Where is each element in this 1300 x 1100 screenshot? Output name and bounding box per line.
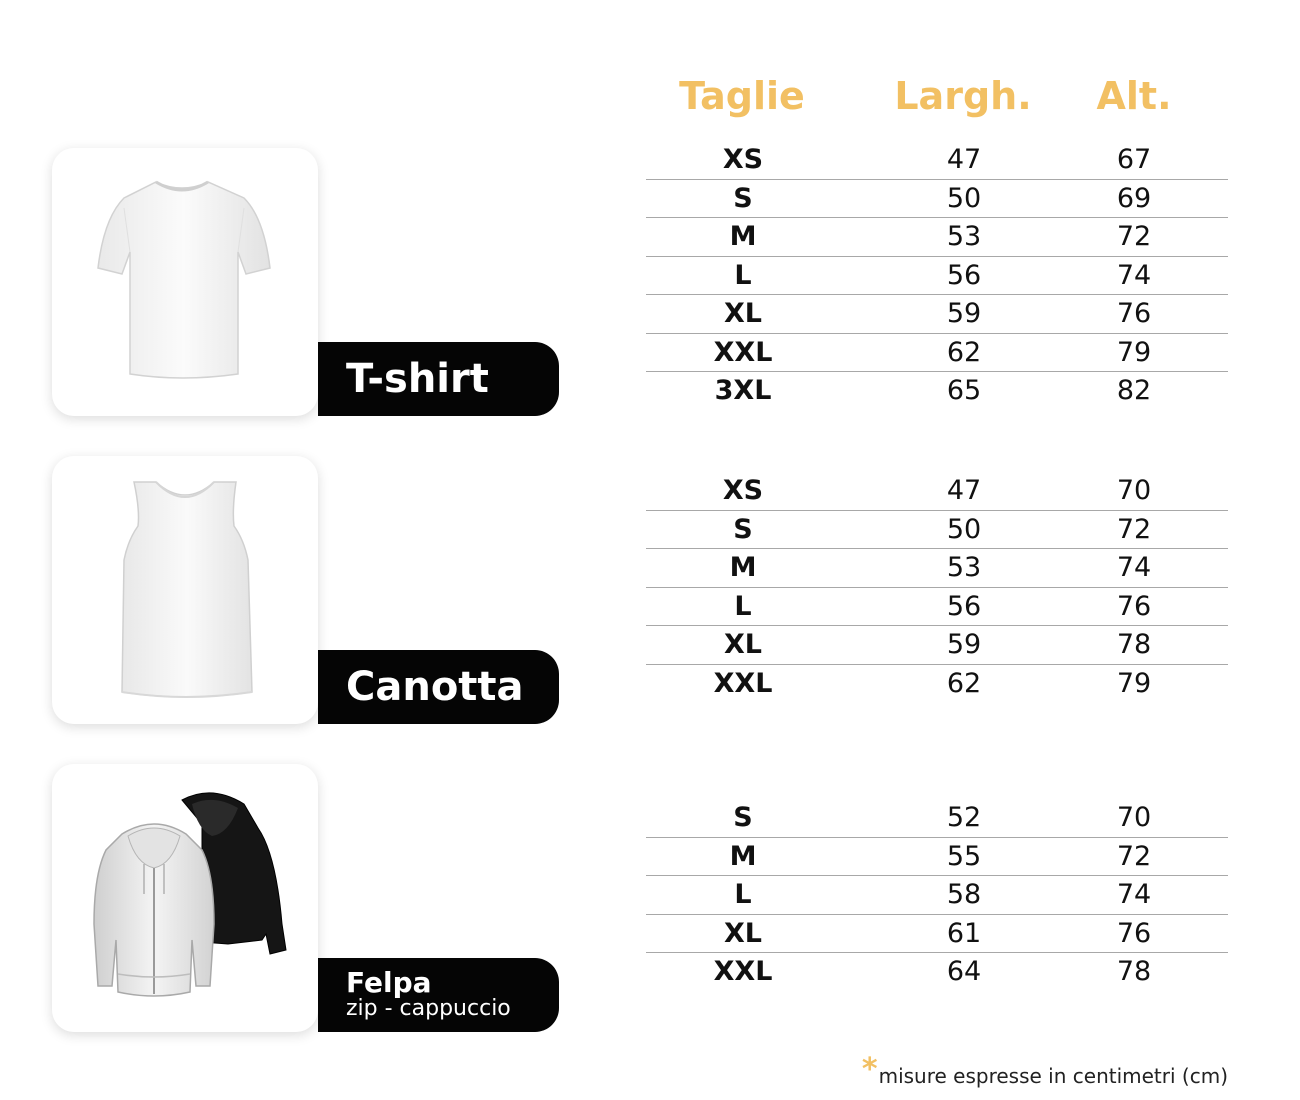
width-cell: 55 — [946, 840, 982, 872]
table-row — [646, 294, 1228, 333]
table-row — [646, 510, 1228, 549]
header-taglie: Taglie — [679, 74, 805, 118]
table-row — [646, 952, 1228, 991]
table-row — [646, 875, 1228, 914]
table-row — [646, 141, 1228, 179]
size-cell: XXL — [713, 667, 773, 699]
table-row — [646, 799, 1228, 837]
table-row — [646, 664, 1228, 703]
footnote — [862, 1052, 1228, 1088]
height-cell: 67 — [1116, 144, 1152, 175]
size-cell: XXL — [713, 336, 773, 368]
width-cell: 53 — [946, 221, 982, 252]
size-cell: S — [733, 513, 753, 545]
size-cell: M — [729, 221, 757, 252]
product-name: T-shirt — [346, 356, 489, 402]
size-cell: XL — [723, 917, 763, 949]
table-row — [646, 179, 1228, 218]
width-cell: 50 — [946, 182, 982, 214]
tank-top-size-table — [646, 472, 1228, 702]
height-cell: 76 — [1116, 590, 1152, 622]
tshirt-size-table — [646, 141, 1228, 410]
height-cell: 74 — [1116, 879, 1152, 910]
width-cell: 62 — [946, 336, 982, 368]
table-row — [646, 472, 1228, 510]
height-cell: 74 — [1116, 552, 1152, 583]
tank-top-label — [318, 650, 559, 724]
size-cell: XL — [723, 298, 763, 329]
width-cell: 62 — [946, 667, 982, 699]
height-cell: 76 — [1116, 298, 1152, 329]
height-cell: 70 — [1116, 802, 1152, 833]
footnote-text: misure espresse in centimetri (cm) — [878, 1064, 1228, 1088]
width-cell: 61 — [946, 917, 982, 949]
size-cell: M — [729, 552, 757, 583]
hoodie-image-card — [52, 764, 318, 1032]
table-row — [646, 371, 1228, 410]
table-row — [646, 333, 1228, 372]
size-cell: XXL — [713, 956, 773, 987]
width-cell: 47 — [946, 475, 982, 506]
height-cell: 70 — [1116, 475, 1152, 506]
width-cell: 58 — [946, 879, 982, 910]
height-cell: 74 — [1116, 259, 1152, 291]
width-cell: 47 — [946, 144, 982, 175]
tank-top-image-card — [52, 456, 318, 724]
size-cell: M — [729, 840, 757, 872]
size-cell: XS — [722, 475, 764, 506]
product-subtitle: zip - cappuccio — [346, 995, 511, 1021]
height-cell: 78 — [1116, 629, 1152, 660]
size-cell: XL — [723, 629, 763, 660]
size-cell: S — [733, 182, 753, 214]
height-cell: 82 — [1116, 375, 1152, 406]
size-cell: L — [734, 879, 752, 910]
size-cell: 3XL — [714, 375, 772, 406]
height-cell: 79 — [1116, 336, 1152, 368]
table-row — [646, 587, 1228, 626]
width-cell: 65 — [946, 375, 982, 406]
table-row — [646, 256, 1228, 295]
header-larghezza: Largh. — [894, 74, 1032, 118]
product-name: Canotta — [346, 664, 524, 710]
size-cell: XS — [722, 144, 764, 175]
width-cell: 53 — [946, 552, 982, 583]
asterisk-icon: * — [861, 1052, 878, 1087]
height-cell: 78 — [1116, 956, 1152, 987]
size-cell: L — [734, 259, 752, 291]
height-cell: 69 — [1116, 182, 1152, 214]
tshirt-icon — [52, 148, 318, 416]
width-cell: 52 — [946, 802, 982, 833]
height-cell: 72 — [1116, 840, 1152, 872]
table-row — [646, 217, 1228, 256]
width-cell: 56 — [946, 259, 982, 291]
table-row — [646, 837, 1228, 876]
table-row — [646, 548, 1228, 587]
width-cell: 56 — [946, 590, 982, 622]
size-cell: L — [734, 590, 752, 622]
tshirt-label — [318, 342, 559, 416]
tshirt-image-card — [52, 148, 318, 416]
table-row — [646, 625, 1228, 664]
table-row — [646, 914, 1228, 953]
width-cell: 50 — [946, 513, 982, 545]
height-cell: 72 — [1116, 221, 1152, 252]
height-cell: 72 — [1116, 513, 1152, 545]
product-name: Felpa — [346, 965, 432, 999]
hoodie-icon — [52, 764, 318, 1032]
width-cell: 59 — [946, 629, 982, 660]
header-altezza: Alt. — [1096, 74, 1172, 118]
height-cell: 76 — [1116, 917, 1152, 949]
height-cell: 79 — [1116, 667, 1152, 699]
hoodie-size-table — [646, 799, 1228, 991]
width-cell: 64 — [946, 956, 982, 987]
size-cell: S — [733, 802, 753, 833]
hoodie-label — [318, 958, 559, 1032]
tank-top-icon — [52, 456, 318, 724]
width-cell: 59 — [946, 298, 982, 329]
